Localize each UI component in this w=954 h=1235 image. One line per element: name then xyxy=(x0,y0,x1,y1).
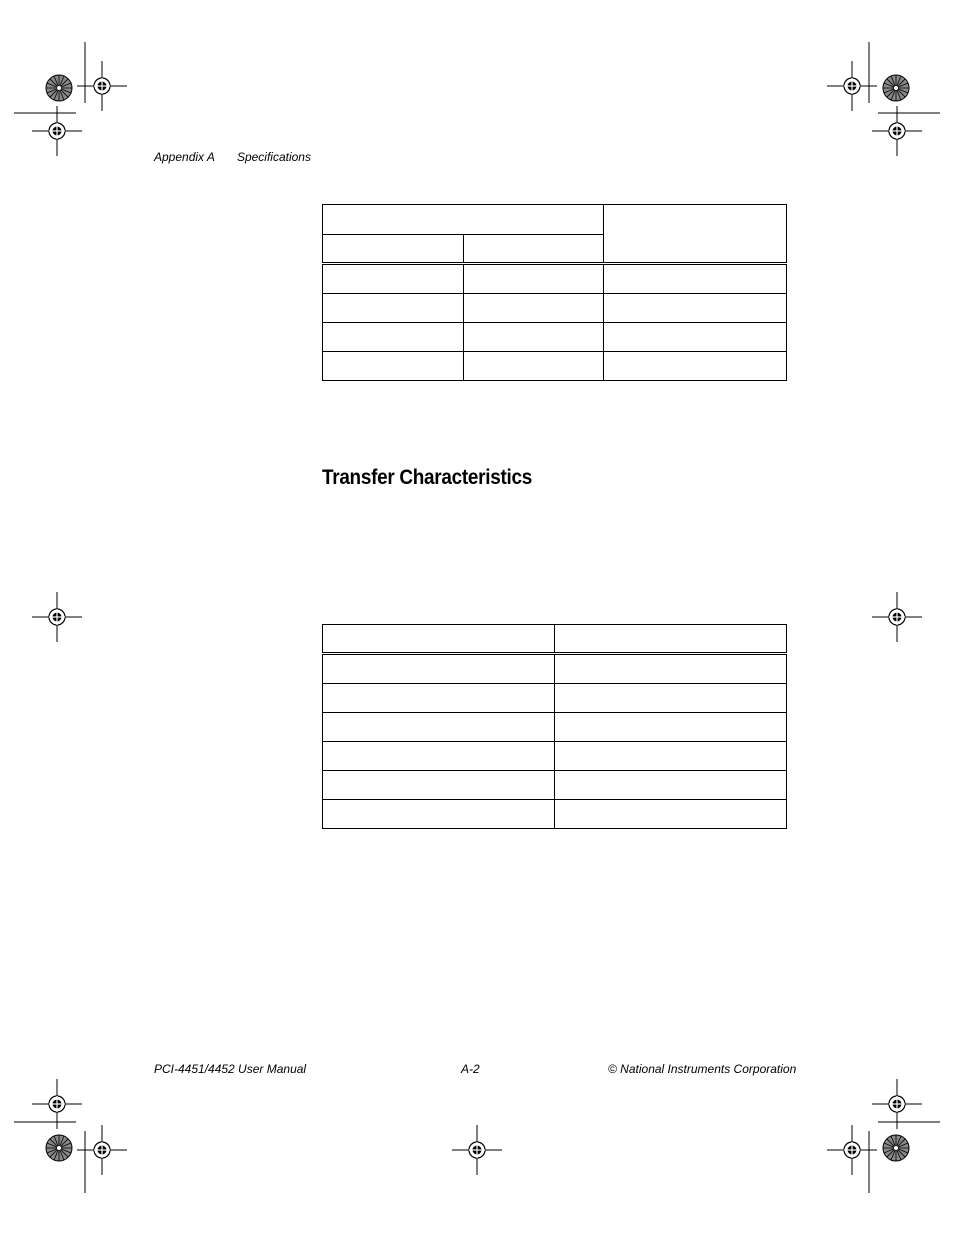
table-cell xyxy=(464,264,604,294)
table-cell xyxy=(555,713,787,742)
table2-header-2 xyxy=(555,625,787,654)
table2-header-1 xyxy=(323,625,555,654)
table1-subheader-1 xyxy=(323,235,464,264)
table-cell xyxy=(604,323,787,352)
table-cell xyxy=(323,800,555,829)
table-cell xyxy=(323,654,555,684)
table1-header-span xyxy=(323,205,604,235)
table-cell xyxy=(323,264,464,294)
table-cell xyxy=(604,352,787,381)
header-appendix: Appendix A xyxy=(154,150,215,164)
table-cell xyxy=(604,294,787,323)
table-cell xyxy=(323,323,464,352)
table-cell xyxy=(555,771,787,800)
spec-table-1 xyxy=(322,204,787,381)
table-cell xyxy=(323,684,555,713)
header-section: Specifications xyxy=(236,150,311,164)
table-cell xyxy=(323,294,464,323)
table1-header-right xyxy=(604,205,787,264)
footer-manual-title: PCI-4451/4452 User Manual xyxy=(154,1062,307,1076)
running-header xyxy=(154,150,311,164)
spec-table-2 xyxy=(322,624,787,829)
table-cell xyxy=(323,742,555,771)
table-cell xyxy=(555,800,787,829)
table-cell xyxy=(555,684,787,713)
table-cell xyxy=(604,264,787,294)
table-cell xyxy=(555,654,787,684)
footer-copyright: © National Instruments Corporation xyxy=(608,1062,797,1076)
table-cell xyxy=(323,352,464,381)
table-cell xyxy=(464,323,604,352)
table1-subheader-2 xyxy=(464,235,604,264)
table-cell xyxy=(555,742,787,771)
footer-page-number: A-2 xyxy=(461,1062,480,1076)
table-cell xyxy=(323,771,555,800)
table-cell xyxy=(464,352,604,381)
table-cell xyxy=(323,713,555,742)
table-cell xyxy=(464,294,604,323)
section-heading: Transfer Characteristics xyxy=(322,466,532,489)
